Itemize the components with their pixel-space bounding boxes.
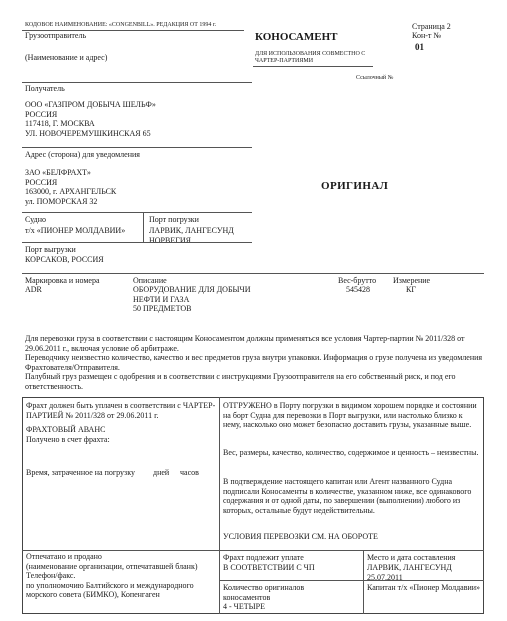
document-title: КОНОСАМЕНТ [255, 31, 338, 43]
freight-payable-value: В СООТВЕТСТВИИ С ЧП [223, 563, 315, 572]
unknown-clause: Вес, размеры, качество, количество, содержимое и ценность – неизвестны. [223, 448, 479, 457]
captain-signature-label: Капитан т/х «Пионер Молдавии» [367, 583, 481, 592]
vessel-label: Судно [25, 215, 46, 224]
divider [22, 82, 252, 83]
divider [22, 550, 484, 551]
place-date-value: ЛАРВИК, ЛАНГЕСУНД 25.07.2011 [367, 563, 452, 582]
description-label: Описание [133, 276, 167, 285]
marks-label: Маркировка и номера [25, 276, 100, 285]
shipped-statement: ОТГРУЖЕНО в Порту погрузки в видимом хорошем порядке и состоянии на борт Судна для перевозки в Порт выгрузки, или настолько близко к нему, насколько оно может безопасно доставить грузы, указанные выше. [223, 401, 477, 429]
freight-received: Получено в счет фрахта: [26, 435, 110, 444]
divider [22, 147, 252, 148]
printed-by: Отпечатано и продано (наименование организации, отпечатавшей бланк) Телефон/факс. по уполномочию Балтийского и международного морского совета (БИМКО), Копенгаген [26, 552, 198, 599]
measurement-value: КГ [406, 285, 416, 294]
conditions-paragraph-2: Переводчику неизвестно количество, качество и вес предметов груза внутри упаковки. Информация о грузе получена из уведомления Фрахтователя/Отправителя. [25, 353, 483, 372]
loading-time-label: Время, затраченное на погрузку [26, 468, 135, 477]
divider [22, 212, 252, 213]
measurement-label: Измерение [393, 276, 431, 285]
freight-advance: ФРАХТОВЫЙ АВАНС [26, 425, 106, 434]
divider [22, 242, 252, 243]
vessel-name: т/х «ПИОНЕР МОЛДАВИИ» [25, 226, 126, 235]
days-label: дней [153, 468, 170, 477]
document-subtitle: ДЛЯ ИСПОЛЬЗОВАНИЯ СОВМЕСТНО С ЧАРТЕР-ПАРТИЯМИ [255, 51, 366, 64]
divider [219, 397, 220, 614]
shipper-label: Грузоотправитель [25, 31, 87, 40]
notify-label: Адрес (сторона) для уведомления [25, 150, 140, 159]
port-of-discharge-label: Порт выгрузки [25, 245, 76, 254]
gross-weight-label: Вес-брутто [338, 276, 377, 285]
bl-number: 01 [415, 42, 424, 52]
marks-value: ADR [25, 285, 42, 294]
reference-number-label: Ссылочный № [356, 75, 394, 81]
freight-payable-label: Фрахт подлежит уплате [223, 553, 304, 562]
code-name-line: КОДОВОЕ НАИМЕНОВАНИЕ: «CONGENBILL». РЕДАКЦИЯ ОТ 1994 г. [25, 22, 217, 28]
divider [253, 66, 373, 67]
goods-description: ОБОРУДОВАНИЕ ДЛЯ ДОБЫЧИ НЕФТИ И ГАЗА 50 ПРЕДМЕТОВ [133, 285, 251, 313]
shipper-sublabel: (Наименование и адрес) [25, 53, 108, 62]
divider [363, 550, 364, 614]
originals-count-label: Количество оригиналов коносаментов [223, 583, 305, 602]
bl-number-label: Кон-т № [412, 31, 442, 40]
port-of-discharge: КОРСАКОВ, РОССИЯ [25, 255, 104, 264]
divider [22, 273, 484, 274]
conditions-paragraph-3: Палубный груз размещен с одобрения и в соответствии с инструкциями Грузоотправителя на его собственный риск, и под его ответственность. [25, 372, 456, 391]
witness-clause: В подтверждение настоящего капитан или Агент названного Судна подписали Коносаменты в количестве, указанном ниже, все одинакового содержания и от одной даты, по завершении (выполнении) любого из которых, остальные будут недействительны. [223, 477, 472, 515]
page-number: Страница 2 [412, 22, 451, 31]
consignee-label: Получатель [25, 84, 65, 93]
originals-count-value: 4 - ЧЕТЫРЕ [223, 602, 265, 611]
freight-terms: Фрахт должен быть уплачен в соответствии с ЧАРТЕР-ПАРТИЕЙ № 2011/328 от 29.06.2011 г. [26, 401, 216, 420]
gross-weight-value: 545428 [346, 285, 370, 294]
divider [143, 212, 144, 242]
place-date-label: Место и дата составления [367, 553, 456, 562]
port-of-loading: ЛАРВИК, ЛАНГЕСУНД НОРВЕГИЯ [149, 226, 234, 245]
conditions-paragraph-1: Для перевозки груза в соответствии с настоящим Коносаментом должны применяться все условия Чартер-партии № 2011/328 от 29.06.2011 г., включая условие об арбитраже. [25, 334, 465, 353]
carriage-conditions: УСЛОВИЯ ПЕРЕВОЗКИ СМ. НА ОБОРОТЕ [223, 532, 378, 541]
original-stamp: ОРИГИНАЛ [321, 180, 389, 192]
port-of-loading-label: Порт погрузки [149, 215, 199, 224]
hours-label: часов [180, 468, 199, 477]
consignee-details: ООО «ГАЗПРОМ ДОБЫЧА ШЕЛЬФ» РОССИЯ 117418, Г. МОСКВА УЛ. НОВОЧЕРЕМУШКИНСКАЯ 65 [25, 100, 156, 138]
notify-details: ЗАО «БЕЛФРАХТ» РОССИЯ 163000, г. АРХАНГЕЛЬСК ул. ПОМОРСКАЯ 32 [25, 168, 117, 206]
